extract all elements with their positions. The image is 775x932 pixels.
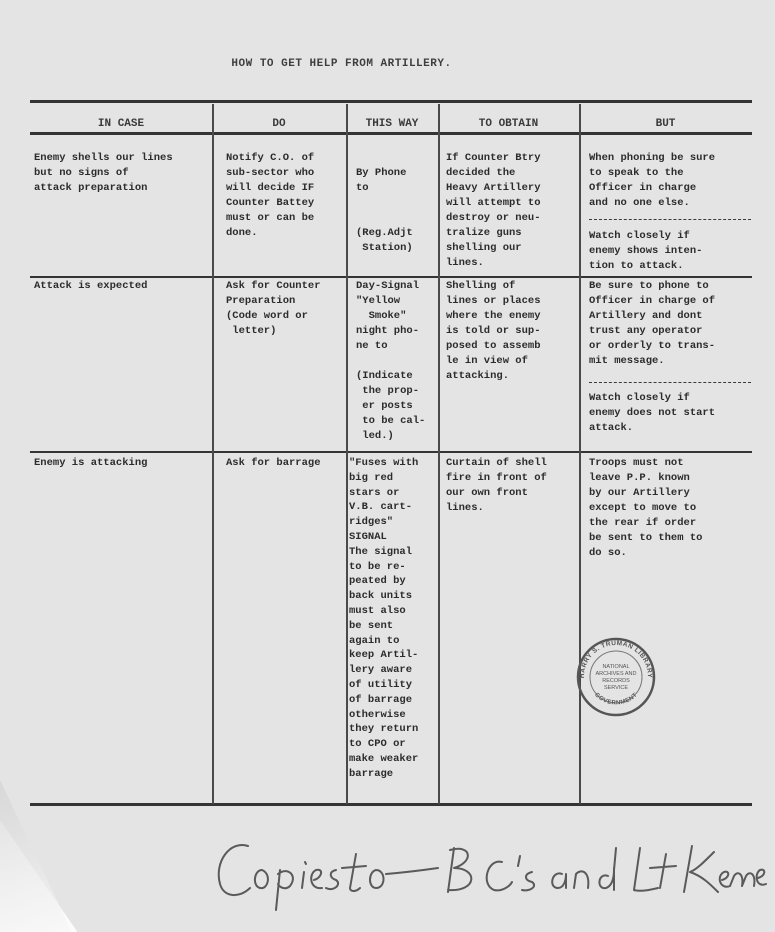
row1-do: Notify C.O. of sub-sector who will decide IF Counter Battey must or can be done. — [226, 152, 315, 239]
row2-to-obtain: Shelling of lines or places where the enemy is told or sup- posed to assemb le in view of attacking. — [446, 280, 541, 382]
header-this-way: THIS WAY — [365, 118, 419, 130]
row3-in-case: Enemy is attacking — [34, 457, 148, 469]
document-title: HOW TO GET HELP FROM ARTILLERY. — [231, 58, 452, 70]
row2-but-2: Watch closely if enemy does not start attack. — [589, 392, 716, 434]
row1-to-obtain: If Counter Btry decided the Heavy Artillery will attempt to destroy or neu- tralize guns shelling our lines. — [446, 152, 541, 269]
header-bottom-rule — [30, 132, 752, 135]
row1-but-divider — [589, 219, 751, 220]
row2-this-way: Day-Signal "Yellow Smoke" night pho- ne to (Indicate the prop- er posts to be cal- led.) — [356, 280, 426, 442]
row1-but-2: Watch closely if enemy shows inten- tion to attack. — [589, 230, 703, 272]
row3-this-way: "Fuses with big red stars or V.B. cart- ridges" SIGNAL The signal to be re- peated by back units must also be sent again to keep Artil- lery aware of utility of barrage otherwise they return to CPO or make weaker barrage — [349, 457, 419, 780]
column-line-1 — [212, 104, 214, 804]
stamp-line-3: RECORDS — [602, 678, 630, 684]
row2-do: Ask for Counter Preparation (Code word or letter) — [226, 280, 321, 337]
row2-in-case: Attack is expected — [34, 280, 148, 292]
header-do: DO — [272, 118, 286, 130]
column-line-2 — [346, 104, 348, 804]
row-divider-2 — [30, 451, 752, 453]
stamp-line-2: ARCHIVES AND — [595, 671, 637, 677]
handwritten-note — [210, 818, 770, 918]
header-to-obtain: TO OBTAIN — [478, 118, 539, 130]
row3-but-1: Troops must not leave P.P. known by our Artillery except to move to the rear if order be sent to them to do so. — [589, 457, 703, 559]
stamp-bottom-text: GOVERNMENT — [593, 692, 639, 707]
stamp-ring-text: HARRY S. TRUMAN LIBRARY — [578, 639, 654, 679]
archive-stamp — [576, 637, 656, 717]
column-line-3 — [438, 104, 440, 804]
row2-but-divider — [589, 382, 751, 383]
stamp-line-4: SERVICE — [603, 685, 629, 691]
row3-do: Ask for barrage — [226, 457, 321, 469]
table-bottom-rule — [30, 803, 752, 806]
row2-but-1: Be sure to phone to Officer in charge of Artillery and dont trust any operator or orderly to trans- mit message. — [589, 280, 716, 367]
row-divider-1 — [30, 276, 752, 278]
row1-but-1: When phoning be sure to speak to the Officer in charge and no one else. — [589, 152, 716, 209]
svg-text:GOVERNMENT — [593, 692, 639, 706]
stamp-line-1: NATIONAL — [602, 664, 630, 670]
header-in-case: IN CASE — [97, 118, 145, 130]
row1-in-case: Enemy shells our lines but no signs of attack preparation — [34, 152, 173, 194]
header-but: BUT — [655, 118, 676, 130]
row1-this-way: By Phone to (Reg.Adjt Station) — [356, 167, 413, 254]
table-top-rule — [30, 100, 752, 103]
row3-to-obtain: Curtain of shell fire in front of our own front lines. — [446, 457, 547, 514]
